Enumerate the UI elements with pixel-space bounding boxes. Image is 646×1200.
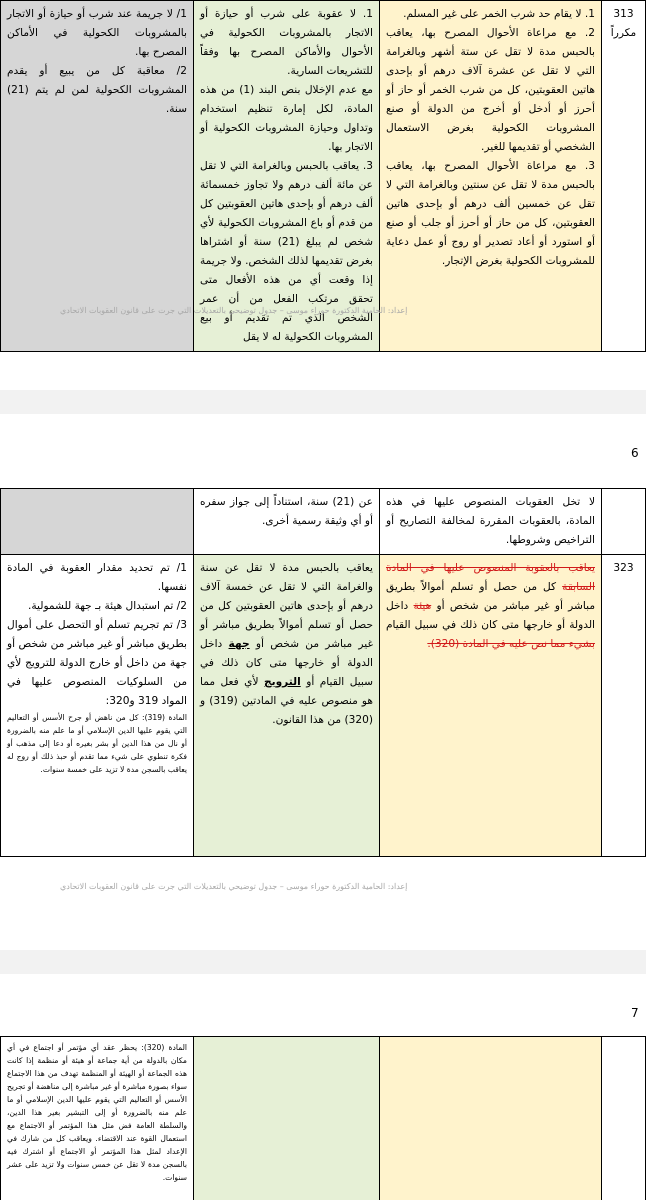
emphasized-text: جهة <box>228 638 250 650</box>
deleted-text: هيئة <box>413 600 432 612</box>
amended-text-cell <box>194 489 380 555</box>
amended-text-cell <box>194 555 380 857</box>
paragraph: 2/ تم استبدال هيئة بـ جهة للشمولية. <box>27 600 187 612</box>
emphasized-text: الترويج <box>263 676 301 688</box>
paragraph: 3/ تم تجريم تسلم أو التحصل على أموال بطريق مباشر أو غير مباشر من شخص أو جهة من داخل أو خارج الدولة للترويج لأي من السلوكيات المنصوص عليها في المواد 319 و320: <box>7 619 187 707</box>
notes-cell <box>1 555 194 857</box>
paragraph: 1/ لا جريمة عند شرب أو حيازة أو الاتجار بالمشروبات الكحولية في الأماكن المصرح بها. <box>7 8 187 58</box>
current-text-cell <box>380 1 602 352</box>
current-text-cell <box>380 489 602 555</box>
paragraph: 3. مع مراعاة الأحوال المصرح بها، يعاقب بالحبس مدة لا تقل عن سنتين وبالغرامة التي لا تقل عن خمسين ألف درهم أو بإحدى هاتين العقوبتين، كل من حاز أو أحرز أو جلب أو صنع أو استورد أو أعاد تصدير أو روج أو عمل دعاية للمشروبات الكحولية بغرض الإتجار. <box>386 160 595 267</box>
current-text: داخل الدولة أو خارجها متى كان ذلك في سبيل القيام <box>386 600 595 631</box>
table-row <box>1 555 646 857</box>
amended-text: داخل الدولة أو خارجها متى كان ذلك في سبيل القيام أو <box>200 638 374 688</box>
notes-cell <box>1 1 194 352</box>
paragraph: لا تخل العقوبات المنصوص عليها في هذه المادة، بالعقوبات المقررة لمخالفة التصاريح أو التراخيص وشروطها. <box>386 496 595 546</box>
current-text: كل من حصل أو تسلم أموالاً بطريق مباشر أو غير مباشر من شخص أو <box>386 581 595 612</box>
paragraph: 1. لا يقام حد شرب الخمر على غير المسلم. <box>403 8 595 20</box>
paragraph: 1. لا عقوبة على شرب أو حيازة أو الاتجار بالمشروبات الكحولية في الأحوال والأماكن المصرح بها وفقاً للتشريعات السارية. <box>200 8 373 77</box>
paragraph: 1/ تم تحديد مقدار العقوبة في المادة نفسها. <box>7 562 187 593</box>
page-segment-2 <box>0 414 646 950</box>
amended-text: لأي فعل مما هو منصوص عليه في المادتين (319) و (320) من هذا القانون. <box>200 676 373 726</box>
page-separator <box>0 390 646 414</box>
amendments-table <box>0 0 646 352</box>
footnote-text: المادة (320): يحظر عقد أي مؤتمر أو اجتماع في أي مكان بالدولة من أية جماعة أو هيئة أو منظمة إذا كانت هذه الجماعة أو الهيئة أو المنظمة تهدف من هذا الاجتماع سواء بصورة مباشرة أو غير مباشرة إلى مناهضة أو تجريح الأسس أو التعاليم التي يقوم عليها الدين الإسلامي أو ما علم منه بالضرورة أو إلى التبشير بغير هذا الدين، والسلطة العامة فض مثل هذا المؤتمر أو الاجتماع مع استعمال القوة عند الاقتضاء. ويعاقب كل من شارك في الإعداد لمثل هذا المؤتمر أو الاجتماع أو اشترك فيه بالسجن مدة لا تقل عن خمس سنوات ولا تزيد على عشر سنوات. <box>7 1043 188 1182</box>
paragraph: مع عدم الإخلال بنص البند (1) من هذه المادة، لكل إمارة تنظيم استخدام وتداول وحيازة المشروبات الكحولية أو الاتجار بها. <box>200 84 373 153</box>
paragraph: 2/ معاقبة كل من يبيع أو يقدم المشروبات الكحولية لمن لم يتم (21) سنة. <box>7 65 187 115</box>
amendments-table <box>0 488 646 857</box>
page-footer: إعداد: الحامية الدكتورة حوراء موسى – جدول توضيحي بالتعديلات التي جرت على قانون العقوبات الاتحادي <box>60 882 408 891</box>
page-separator <box>0 950 646 974</box>
page-segment-3 <box>0 974 646 1200</box>
deleted-text: بشيء مما نص عليه في المادة (320). <box>427 638 595 650</box>
amendments-table <box>0 1036 646 1200</box>
page-number: 7 <box>631 1006 639 1020</box>
paragraph: 2. مع مراعاة الأحوال المصرح بها، يعاقب بالحبس مدة لا تقل عن ستة أشهر وبالغرامة التي لا تقل عن عشرة آلاف درهم أو بإحدى هاتين العقوبتين، كل من شرب الخمر أو حاز أو أحرز أو أدخل أو أخرج من الدولة أو صنع المشروبات الكحولية بغرض الاستعمال الشخصي أو تقديمها للغير. <box>386 27 595 153</box>
article-number: 323 <box>602 555 646 857</box>
article-number: 313 مكرراً <box>602 1 646 352</box>
amended-text-cell <box>194 1037 380 1200</box>
table-row <box>1 1037 646 1200</box>
paragraph: 3. يعاقب بالحبس وبالغرامة التي لا تقل عن مائة ألف درهم ولا تجاوز خمسمائة ألف درهم أو بإحدى هاتين العقوبتين كل من قدم أو باع المشروبات الكحولية لأي شخص لم يبلغ (21) سنة أو اشتراها بغرض تقديمها لذلك الشخص. ولا جريمة إذا وقعت أي من هذه الأفعال متى تحقق مرتكب الفعل من أن عمر الشخص الذي تم تقديم أو بيع المشروبات الكحولية له لا يقل <box>200 160 373 343</box>
amended-text: يعاقب بالحبس مدة لا تقل عن سنة والغرامة التي لا تقل عن خمسة آلاف درهم أو بإحدى هاتين العقوبتين كل من حصل أو تسلم أموالاً بطريق مباشر أو غير مباشر من شخص أو <box>200 562 374 650</box>
page-segment-1 <box>0 0 646 390</box>
amended-text-cell <box>194 1 380 352</box>
page-number: 6 <box>631 446 639 460</box>
page-footer: إعداد: الحامية الدكتورة حوراء موسى – جدول توضيحي بالتعديلات التي جرت على قانون العقوبات الاتحادي <box>60 306 408 315</box>
article-number <box>602 1037 646 1200</box>
table-row <box>1 489 646 555</box>
footnote-text: المادة (319): كل من ناهض أو جرح الأسس أو التعاليم التي يقوم عليها الدين الإسلامي أو ما علم منه بالضرورة أو نال من هذا الدين أو بشر بغيره أو دعا إلى مذهب أو فكرة تنطوي على شيء مما تقدم أو حبذ ذلك أو روج له يعاقب بالسجن مدة لا تزيد على خمسة سنوات. <box>7 713 187 774</box>
paragraph: عن (21) سنة، استناداً إلى جواز سفره أو أي وثيقة رسمية أخرى. <box>200 496 373 527</box>
table-row <box>1 1 646 352</box>
deleted-text: يعاقب بالعقوبة المنصوص عليها في المادة السابقة <box>386 562 595 593</box>
current-text-cell <box>380 1037 602 1200</box>
notes-cell <box>1 489 194 555</box>
article-number <box>602 489 646 555</box>
notes-cell <box>1 1037 194 1200</box>
current-text-cell <box>380 555 602 857</box>
